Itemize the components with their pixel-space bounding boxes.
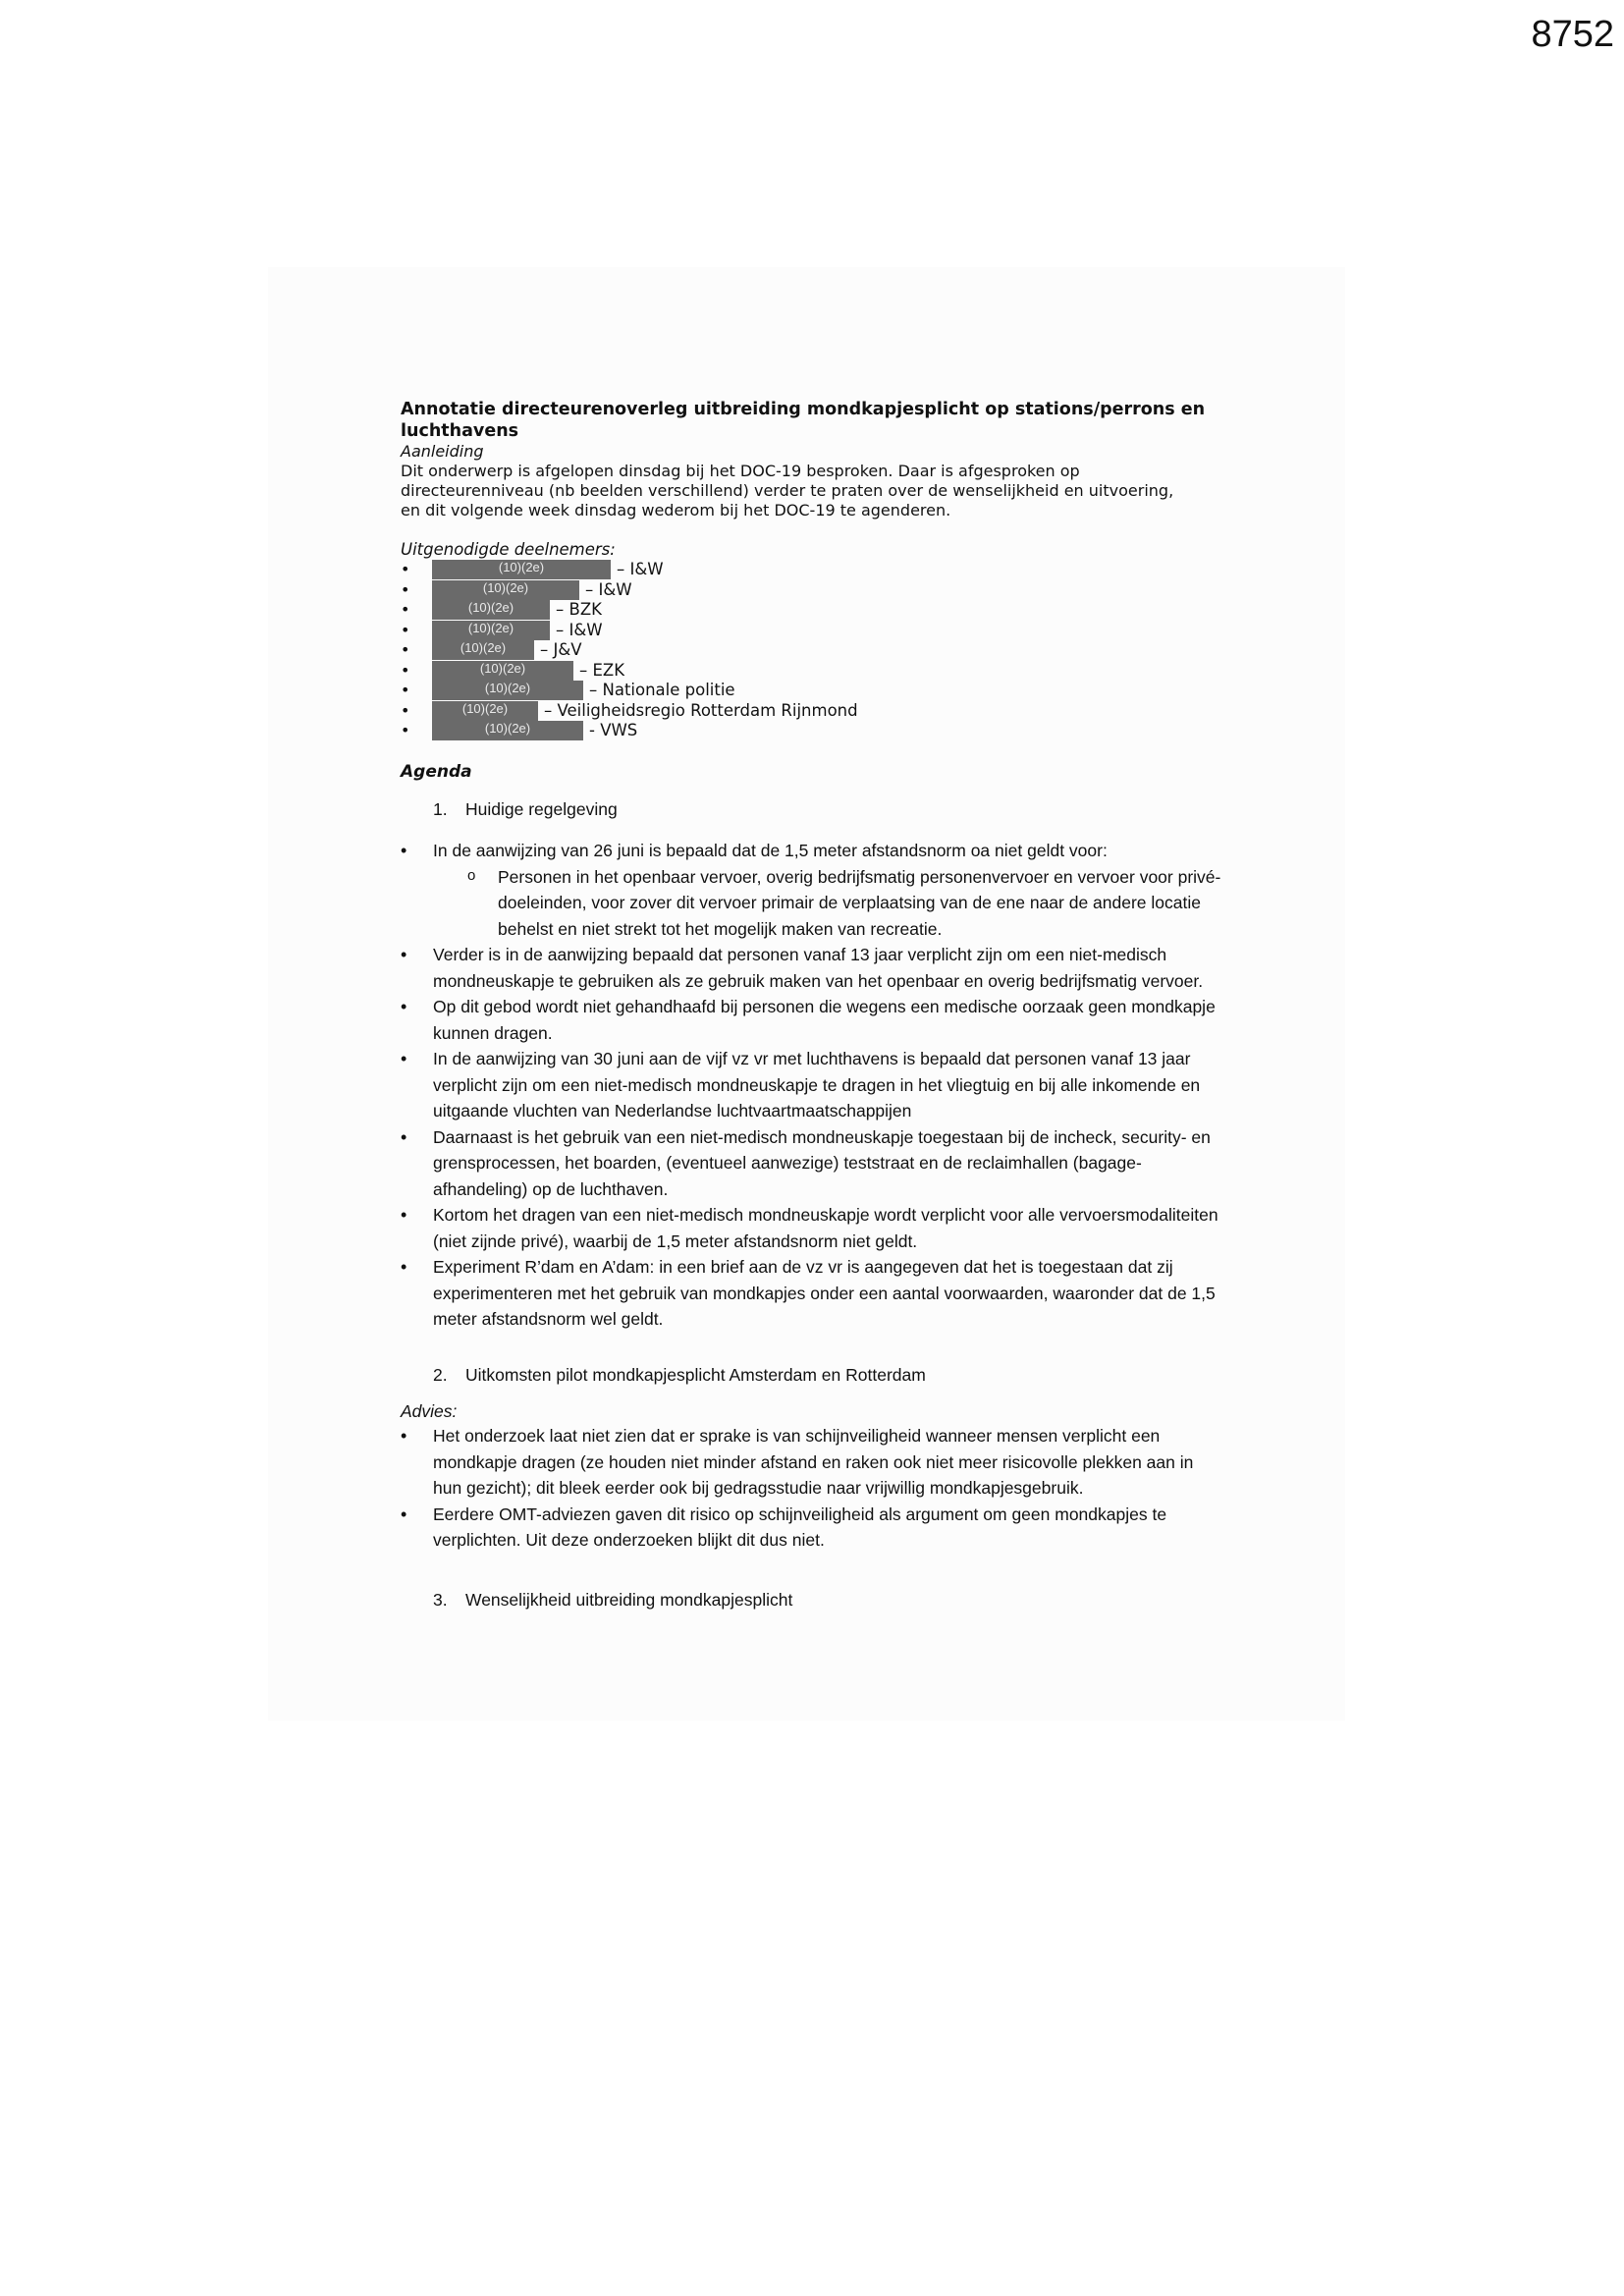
bullet-item [401, 838, 1225, 942]
bullet-item: • Op dit gebod wordt niet gehandhaafd bij personen die wegens een medische oorzaak geen mondkapje kunnen dragen. [401, 994, 1225, 1046]
advice-bullets [401, 1423, 1225, 1554]
bullet-item: • Experiment R’dam en A’dam: in een brief aan de vz vr is aangegeven dat het is toegestaan dat zij experimenteren met het gebruik van mondkapjes onder een aantal voorwaarden, waaronder dat de 1,5 meter afstandsnorm wel geldt. [401, 1254, 1225, 1333]
participant-item [401, 560, 1225, 580]
participants-list [401, 560, 1225, 741]
participant-item [401, 580, 1225, 601]
regulation-bullets [401, 838, 1225, 1333]
advice-heading: Advies: [401, 1401, 458, 1421]
agenda-item-label: Wenselijkheid uitbreiding mondkapjesplicht [465, 1589, 793, 1610]
participant-item [401, 640, 1225, 661]
bullet-item: • Eerdere OMT-adviezen gaven dit risico op schijnveiligheid als argument om geen mondkapjes te verplichten. Uit deze onderzoeken blijkt dit dus niet. [401, 1502, 1225, 1554]
page-number: 8752 [1531, 14, 1614, 55]
redaction-block: (10)(2e) [432, 661, 573, 681]
sub-bullet-list [433, 864, 1225, 943]
redaction-block: (10)(2e) [432, 701, 538, 721]
redaction-block: (10)(2e) [432, 640, 534, 660]
redaction-block: (10)(2e) [432, 681, 583, 700]
participant-role: – Nationale politie [589, 681, 735, 699]
agenda-item-number: 2. [433, 1364, 448, 1385]
agenda-item-3 [401, 1587, 1225, 1613]
intro-heading: Aanleiding [401, 442, 484, 461]
participants-heading: Uitgenodigde deelnemers: [401, 540, 616, 559]
bullet-item: • Daarnaast is het gebruik van een niet-medisch mondneuskapje toegestaan bij de incheck, security- en grensprocessen, het boarden, (eventueel aanwezige) teststraat en de reclaimhallen (bagage-afhandeling) op de luchthaven. [401, 1124, 1225, 1203]
bullet-item: • Verder is in de aanwijzing bepaald dat personen vanaf 13 jaar verplicht zijn om een niet-medisch mondneuskapje te gebruiken als ze gebruik maken van het openbaar en overig bedrijfsmatig vervoer. [401, 942, 1225, 994]
advice-section [401, 1401, 1225, 1554]
participant-item [401, 600, 1225, 621]
participant-role: – EZK [579, 660, 625, 680]
participant-role: – I&W [556, 620, 603, 639]
participant-item [401, 701, 1225, 722]
participant-item [401, 661, 1225, 682]
intro-line: directeurenniveau (nb beelden verschillend) verder te praten over de wenselijkheid en uitvoering, [401, 481, 1174, 500]
sub-bullet-item: o Personen in het openbaar vervoer, overig bedrijfsmatig personenvervoer en vervoer voor privé-doeleinden, voor zover dit vervoer primair de verplaatsing van de ene naar de andere locatie behelst en niet strekt tot het mogelijk maken van recreatie. [498, 864, 1225, 943]
redaction-block: (10)(2e) [432, 621, 550, 640]
redaction-block: (10)(2e) [432, 600, 550, 620]
bullet-item: • Het onderzoek laat niet zien dat er sprake is van schijnveiligheid wanneer mensen verplicht een mondkapje dragen (ze houden niet minder afstand en raken ook niet meer risicovolle plekken aan in hun gezicht); dit bleek eerder ook bij gedragsstudie naar vrijwillig mondkapjesgebruik. [401, 1423, 1225, 1502]
bullet-item: • In de aanwijzing van 30 juni aan de vijf vz vr met luchthavens is bepaald dat personen vanaf 13 jaar verplicht zijn om een niet-medisch mondneuskapje te dragen in het vliegtuig en bij alle inkomende en uitgaande vluchten van Nederlandse luchtvaartmaatschappijen [401, 1046, 1225, 1124]
agenda-item-1 [401, 796, 1225, 823]
agenda-heading: Agenda [401, 761, 472, 782]
participant-role: – BZK [556, 600, 602, 619]
bullet-text: In de aanwijzing van 26 juni is bepaald dat de 1,5 meter afstandsnorm oa niet geldt voor: [433, 841, 1108, 860]
agenda-item-number: 3. [433, 1589, 448, 1610]
agenda-item-number: 1. [433, 798, 448, 819]
agenda-item-label: Huidige regelgeving [465, 798, 618, 819]
participants-section [401, 540, 1225, 741]
document-title: Annotatie directeurenoverleg uitbreiding mondkapjesplicht op stations/perrons en luchthavens [401, 400, 1206, 441]
agenda-item-label: Uitkomsten pilot mondkapjesplicht Amsterdam en Rotterdam [465, 1364, 926, 1385]
participant-role: – J&V [540, 640, 582, 659]
bullet-item: • Kortom het dragen van een niet-medisch mondneuskapje wordt verplicht voor alle vervoersmodaliteiten (niet zijnde privé), waarbij de 1,5 meter afstandsnorm niet geldt. [401, 1202, 1225, 1254]
intro-section [401, 442, 1225, 520]
redaction-block: (10)(2e) [432, 580, 579, 600]
redaction-block: (10)(2e) [432, 560, 611, 579]
participant-role: – I&W [617, 560, 664, 578]
participant-item [401, 681, 1225, 701]
intro-line: en dit volgende week dinsdag wederom bij het DOC-19 te agenderen. [401, 501, 951, 519]
participant-item [401, 721, 1225, 741]
redaction-block: (10)(2e) [432, 721, 583, 740]
participant-role: – I&W [585, 579, 632, 599]
participant-role: – Veiligheidsregio Rotterdam Rijnmond [544, 700, 858, 720]
intro-line: Dit onderwerp is afgelopen dinsdag bij het DOC-19 besproken. Daar is afgesproken op [401, 462, 1080, 480]
participant-item [401, 621, 1225, 641]
agenda-body [401, 796, 1225, 1613]
agenda-item-2 [401, 1362, 1225, 1389]
participant-role: - VWS [589, 721, 638, 739]
document-content [401, 399, 1225, 1613]
